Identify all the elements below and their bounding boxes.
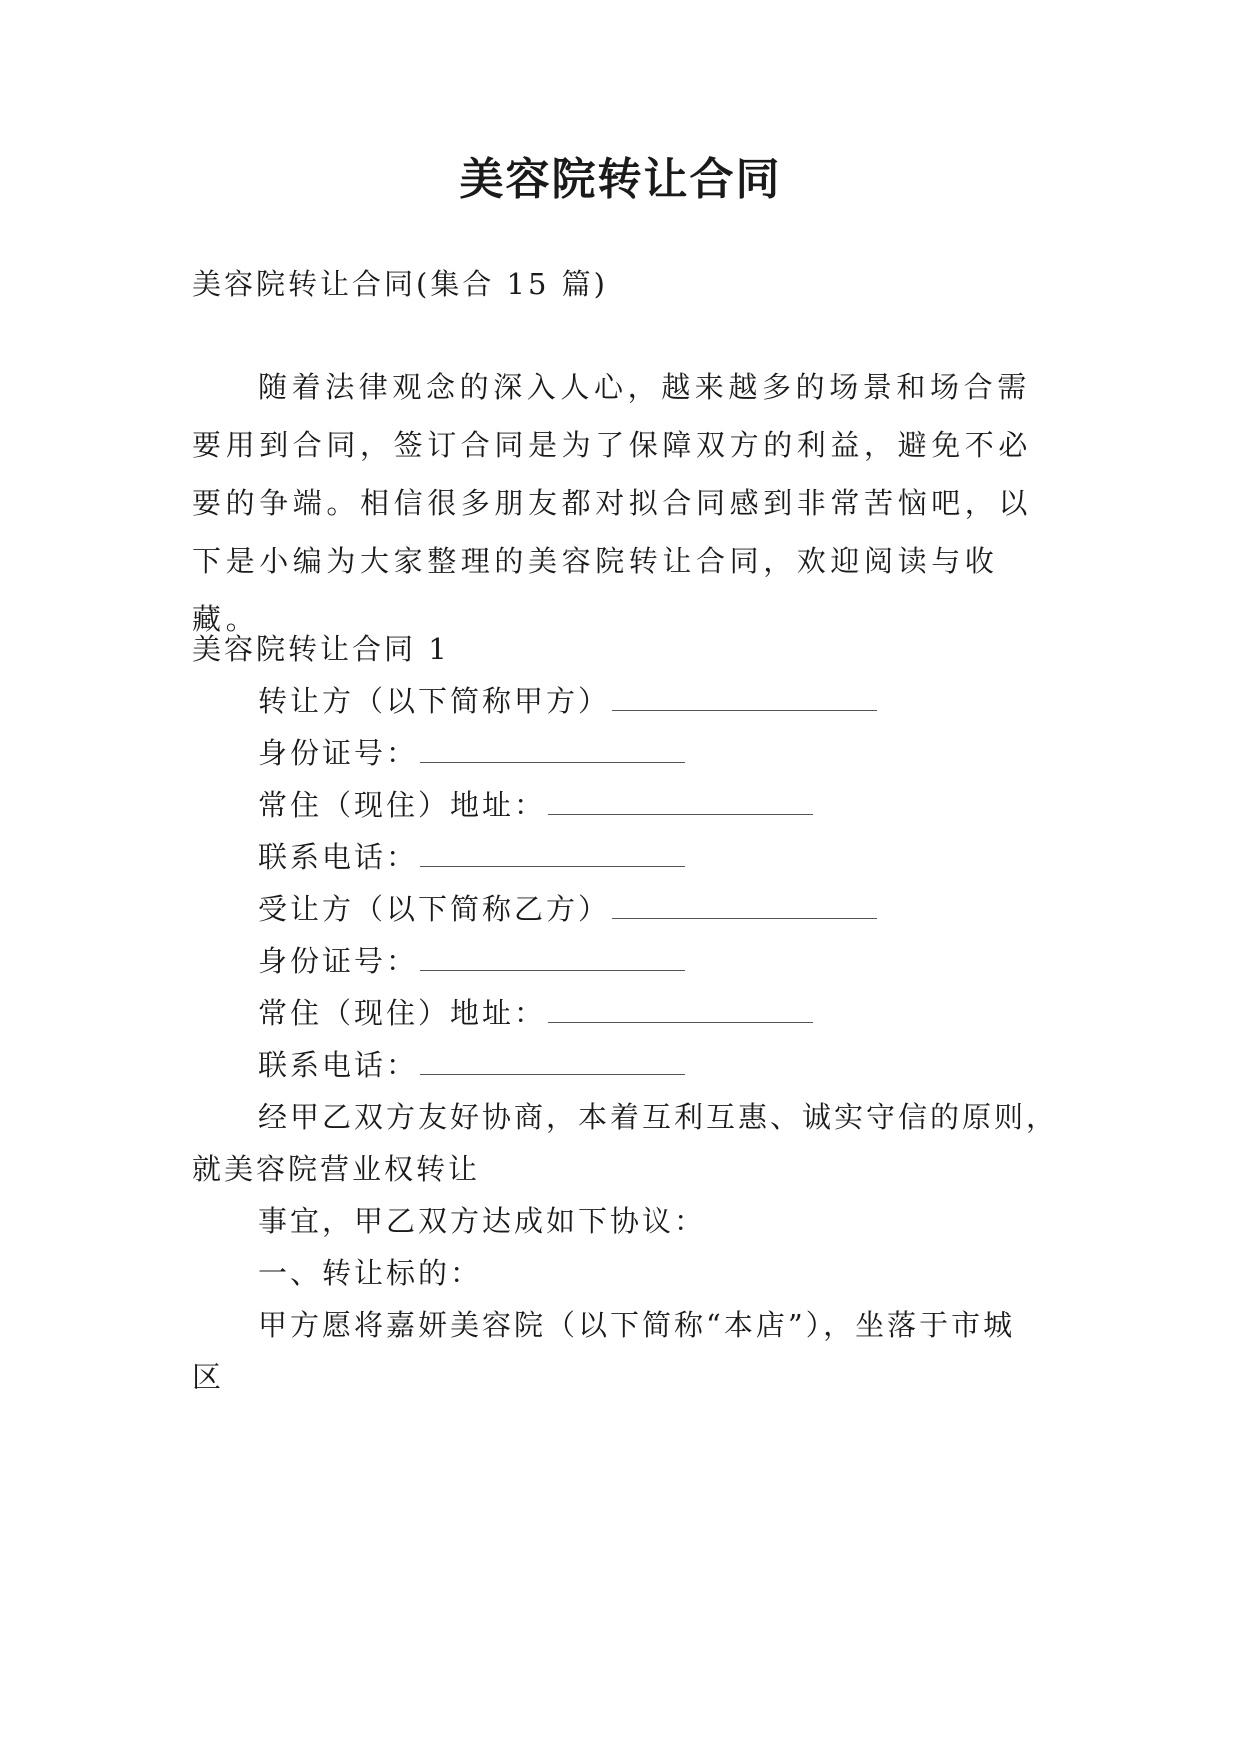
form-field-transferor-id	[258, 724, 1128, 782]
fill-in-blank[interactable]	[420, 736, 685, 763]
item-text-line: 区	[192, 1360, 225, 1394]
item-heading: 一、转让标的：	[258, 1256, 483, 1290]
fill-in-blank[interactable]	[548, 996, 813, 1023]
field-label: 受让方（以下简称乙方）	[258, 892, 611, 926]
form-field-transferor-phone	[258, 828, 1128, 886]
item-text-line: 甲方愿将嘉妍美容院（以下简称“本店”），坐落于市城	[258, 1308, 1016, 1342]
fill-in-blank[interactable]	[420, 944, 685, 971]
form-field-transferee-phone	[258, 1036, 1128, 1094]
fill-in-blank[interactable]	[548, 788, 813, 815]
clause-line: 事宜，甲乙双方达成如下协议：	[258, 1204, 707, 1238]
fill-in-blank[interactable]	[420, 1048, 685, 1075]
fill-in-blank[interactable]	[420, 840, 685, 867]
field-label: 联系电话：	[258, 1048, 419, 1082]
form-field-transferee	[258, 880, 1128, 938]
field-label: 常住（现住）地址：	[258, 996, 547, 1030]
field-label: 常住（现住）地址：	[258, 788, 547, 822]
field-label: 身份证号：	[258, 736, 419, 770]
section-heading: 美容院转让合同 1	[192, 632, 450, 666]
form-field-transferee-id	[258, 932, 1128, 990]
form-field-transferor-address	[258, 776, 1128, 834]
fill-in-blank[interactable]	[612, 684, 877, 711]
intro-paragraph: 随着法律观念的深入人心，越来越多的场景和场合需要用到合同，签订合同是为了保障双方的利益，避免不必要的争端。相信很多朋友都对拟合同感到非常苦恼吧，以下是小编为大家整理的美容院转让合同，欢迎阅读与收藏。	[192, 370, 1033, 636]
clause-line: 经甲乙双方友好协商，本着互利互惠、诚实守信的原则，	[258, 1100, 1059, 1134]
document-title: 美容院转让合同	[459, 154, 782, 205]
field-label: 转让方（以下简称甲方）	[258, 684, 611, 718]
field-label: 联系电话：	[258, 840, 419, 874]
field-label: 身份证号：	[258, 944, 419, 978]
clause-line: 就美容院营业权转让	[192, 1152, 481, 1186]
document-subtitle: 美容院转让合同(集合 15 篇)	[192, 267, 608, 301]
fill-in-blank[interactable]	[612, 892, 877, 919]
form-field-transferee-address	[258, 984, 1128, 1042]
form-field-transferor	[258, 672, 1128, 730]
